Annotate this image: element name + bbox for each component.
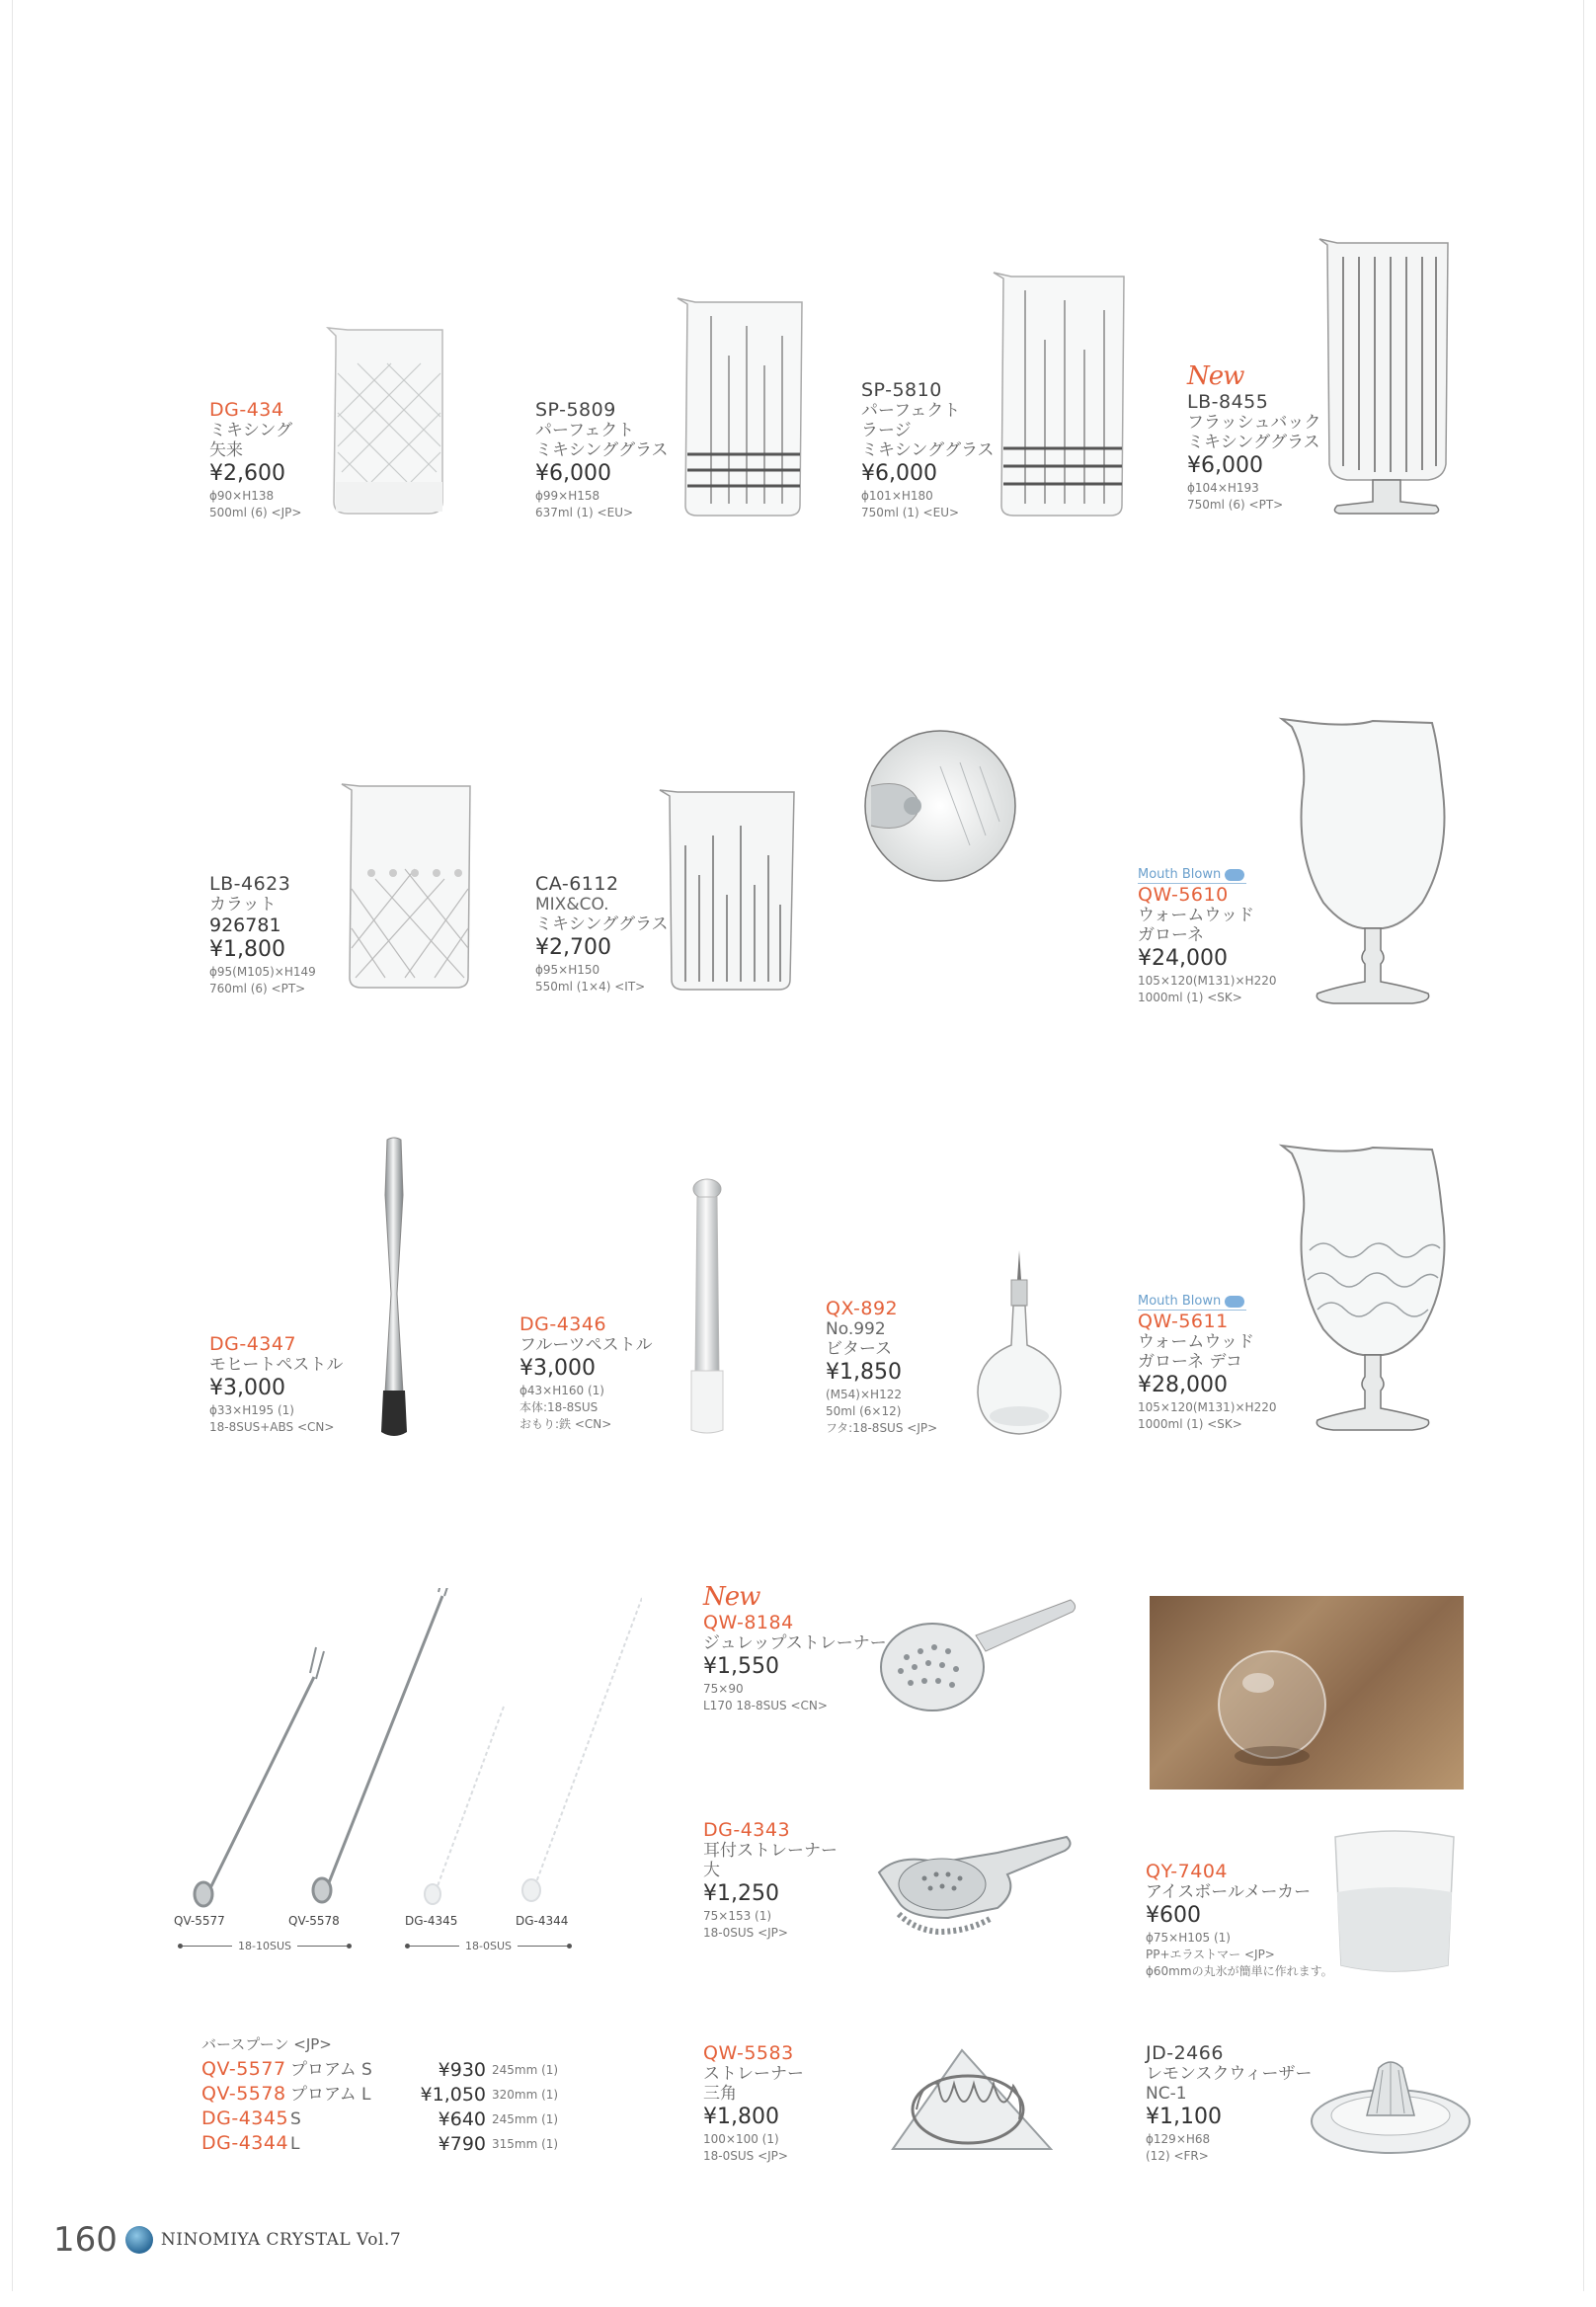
- row-name: プロアム: [290, 2085, 357, 2105]
- product-name: ジュレップストレーナー: [703, 1633, 887, 1653]
- product-spec: 本体:18-8SUS: [519, 1400, 598, 1414]
- julep-strainer-image: [877, 1592, 1080, 1720]
- row-code: QV-5577: [201, 2058, 286, 2080]
- product-code: QW-8184: [703, 1612, 794, 1633]
- product-spec: 18-0SUS <JP>: [703, 2149, 788, 2163]
- product-code: QW-5610: [1138, 884, 1229, 906]
- mixing-glass-diamond-image: [318, 324, 456, 517]
- product-price: ¥1,850: [826, 1360, 902, 1385]
- triangle-strainer-image: [883, 2040, 1057, 2165]
- product-spec: ϕ43×H160 (1): [519, 1384, 604, 1397]
- catalog-brand: NINOMIYA CRYSTAL Vol.7: [160, 2230, 402, 2250]
- badge-label: Mouth Blown: [1138, 867, 1222, 882]
- product-qw-5611: [1138, 1290, 1276, 1433]
- product-spec: ϕ90×H138: [209, 489, 275, 503]
- row-size: S: [290, 2109, 301, 2129]
- product-code: LB-8455: [1187, 391, 1269, 413]
- range-dot: [567, 1944, 572, 1949]
- product-price: ¥3,000: [209, 1376, 285, 1400]
- ice-ball-photo: [1150, 1596, 1464, 1790]
- product-qw-8184: [703, 1582, 887, 1714]
- product-code: CA-6112: [535, 873, 619, 895]
- cloud-icon: [1225, 869, 1244, 881]
- product-price: ¥1,800: [703, 2105, 779, 2129]
- page-footer: [53, 2220, 401, 2260]
- range-label: 18-10SUS: [238, 1940, 291, 1952]
- product-name: ウォームウッド: [1138, 1332, 1254, 1352]
- product-price: ¥3,000: [519, 1356, 596, 1381]
- lemon-squeezer-image: [1308, 2042, 1474, 2161]
- product-price: ¥1,250: [703, 1881, 779, 1906]
- bar-spoon-price-list: [201, 2034, 577, 2157]
- table-row: [201, 2132, 577, 2157]
- product-qy-7404: [1146, 1861, 1333, 1980]
- spoon-label: DG-4344: [516, 1914, 569, 1928]
- product-name: 耳付ストレーナー: [703, 1841, 838, 1861]
- new-badge: New: [703, 1582, 760, 1612]
- bitters-bottle-image: [974, 1250, 1065, 1438]
- product-code: QX-892: [826, 1298, 899, 1319]
- bar-spoons-image: [178, 1588, 642, 1914]
- mouth-blown-badge: [1138, 1294, 1246, 1311]
- table-row: [201, 2058, 577, 2083]
- product-code: DG-4346: [519, 1313, 607, 1335]
- row-size: S: [361, 2060, 372, 2080]
- product-code: QW-5611: [1138, 1311, 1229, 1332]
- product-spec: 50ml (6×12): [826, 1404, 902, 1418]
- product-dg-434: [209, 399, 301, 521]
- product-spec: 1000ml (1) <SK>: [1138, 991, 1242, 1004]
- product-price: ¥6,000: [535, 461, 611, 486]
- product-name: ミキシンググラス: [861, 440, 995, 460]
- product-spec: ϕ75×H105 (1): [1146, 1931, 1231, 1945]
- product-spec: L170 18-8SUS <CN>: [703, 1699, 828, 1712]
- product-name: MIX&CO.: [535, 895, 609, 915]
- product-qw-5610: [1138, 863, 1276, 1006]
- cloud-icon: [1225, 1296, 1244, 1308]
- product-name: ガローネ デコ: [1138, 1352, 1242, 1372]
- product-code: QW-5583: [703, 2042, 794, 2064]
- product-price: ¥2,700: [535, 935, 611, 960]
- product-spec: ϕ60mmの丸氷が簡単に作れます。: [1146, 1964, 1333, 1978]
- product-spec: ϕ104×H193: [1187, 481, 1259, 495]
- product-code: DG-4343: [703, 1819, 791, 1841]
- spoon-label: DG-4345: [405, 1914, 458, 1928]
- product-name: パーフェクト: [535, 421, 635, 440]
- range-line: [518, 1946, 567, 1947]
- badge-label: Mouth Blown: [1138, 1294, 1222, 1309]
- product-name: No.992: [826, 1319, 886, 1339]
- product-spec: おもり:鉄 <CN>: [519, 1417, 612, 1431]
- product-name: モヒートペストル: [209, 1355, 344, 1375]
- spoon-label: QV-5578: [288, 1914, 340, 1928]
- product-name: パーフェクト: [861, 401, 961, 421]
- ice-ball-graphic: [1150, 1596, 1464, 1790]
- row-name: プロアム: [290, 2060, 357, 2080]
- row-price: ¥790: [438, 2133, 486, 2155]
- product-spec: PP+エラストマー <JP>: [1146, 1948, 1275, 1961]
- mixing-glass-mixco-image: [656, 786, 804, 994]
- range-line: [183, 1946, 232, 1947]
- row-code: DG-4344: [201, 2132, 289, 2154]
- product-code: JD-2466: [1146, 2042, 1224, 2064]
- product-name: ビタース: [826, 1339, 893, 1359]
- product-spec: 750ml (1) <EU>: [861, 506, 960, 519]
- product-lb-8455: [1187, 361, 1320, 514]
- product-price: ¥28,000: [1138, 1373, 1228, 1397]
- hawthorne-strainer-image: [869, 1823, 1077, 1942]
- product-spec: ϕ33×H195 (1): [209, 1403, 294, 1417]
- product-name: 大: [703, 1861, 720, 1880]
- product-sp-5809: [535, 399, 669, 521]
- range-line: [297, 1946, 347, 1947]
- row-price: ¥930: [438, 2059, 486, 2081]
- row-spec: 245mm (1): [492, 2063, 559, 2077]
- mixing-glass-perfect-large-image: [990, 271, 1132, 519]
- product-name: ミキシング: [209, 421, 293, 440]
- product-spec: 105×120(M131)×H220: [1138, 1400, 1277, 1414]
- product-name: ウォームウッド: [1138, 906, 1254, 925]
- product-spec: 760ml (6) <PT>: [209, 982, 306, 995]
- product-price: ¥6,000: [861, 461, 937, 486]
- product-spec: 18-8SUS+ABS <CN>: [209, 1420, 335, 1434]
- product-name: ストレーナー: [703, 2064, 804, 2084]
- mixing-glass-carat-image: [336, 780, 474, 992]
- mouth-blown-badge: [1138, 867, 1246, 884]
- product-spec: 750ml (6) <PT>: [1187, 498, 1284, 512]
- product-spec: 75×153 (1): [703, 1909, 772, 1923]
- mixing-glass-perfect-image: [672, 296, 810, 519]
- product-qx-892: [826, 1298, 937, 1437]
- product-dg-4343: [703, 1819, 838, 1942]
- row-spec: 315mm (1): [492, 2137, 559, 2151]
- product-spec: 500ml (6) <JP>: [209, 506, 302, 519]
- product-sp-5810: [861, 379, 995, 521]
- product-name: ガローネ: [1138, 925, 1205, 945]
- hurricane-glass-image: [1274, 715, 1472, 1011]
- row-price: ¥640: [438, 2108, 486, 2130]
- product-spec: ϕ129×H68: [1146, 2132, 1211, 2146]
- product-price: ¥2,600: [209, 461, 285, 486]
- product-jd-2466: [1146, 2042, 1312, 2165]
- product-spec: 75×90: [703, 1682, 744, 1696]
- page-number: 160: [53, 2220, 118, 2260]
- product-code: DG-4347: [209, 1333, 297, 1355]
- muddler-mojito-image: [369, 1136, 419, 1442]
- product-price: ¥1,550: [703, 1654, 779, 1679]
- material-range-18-0: [405, 1940, 572, 1952]
- product-code: SP-5809: [535, 399, 616, 421]
- product-qw-5583: [703, 2042, 804, 2165]
- product-code: QY-7404: [1146, 1861, 1229, 1882]
- product-price: ¥1,100: [1146, 2105, 1222, 2129]
- hurricane-glass-deco-image: [1274, 1142, 1472, 1438]
- row-price: ¥1,050: [420, 2084, 486, 2106]
- row-size: L: [361, 2085, 371, 2105]
- product-spec: 100×100 (1): [703, 2132, 779, 2146]
- product-name: レモンスクウィーザー: [1146, 2064, 1313, 2084]
- row-spec: 245mm (1): [492, 2112, 559, 2126]
- product-price: ¥6,000: [1187, 453, 1263, 478]
- new-badge: New: [1187, 361, 1244, 391]
- product-dg-4347: [209, 1333, 343, 1436]
- table-row: [201, 2083, 577, 2108]
- product-spec: ϕ101×H180: [861, 489, 933, 503]
- product-price: ¥24,000: [1138, 946, 1228, 971]
- product-spec: ϕ95×H150: [535, 963, 600, 977]
- spoon-label: QV-5577: [174, 1914, 225, 1928]
- product-name: アイスボールメーカー: [1146, 1882, 1312, 1902]
- product-spec: 637ml (1) <EU>: [535, 506, 634, 519]
- product-spec: (12) <FR>: [1146, 2149, 1209, 2163]
- product-spec: 550ml (1×4) <IT>: [535, 980, 646, 994]
- row-code: DG-4345: [201, 2108, 289, 2129]
- range-dot: [347, 1944, 352, 1949]
- globe-icon: [125, 2226, 153, 2254]
- row-size: L: [290, 2134, 300, 2154]
- product-name: カラット: [209, 895, 277, 915]
- product-ca-6112: [535, 873, 669, 995]
- product-name: フルーツペストル: [519, 1335, 653, 1355]
- product-name: 矢来: [209, 440, 243, 460]
- ice-ball-maker-image: [1329, 1827, 1460, 1975]
- product-name: NC-1: [1146, 2084, 1187, 2104]
- product-lb-4623: [209, 873, 316, 997]
- muddler-fruit-image: [679, 1177, 735, 1436]
- bar-spoon-title: バースプーン <JP>: [201, 2035, 332, 2053]
- product-spec: 1000ml (1) <SK>: [1138, 1417, 1242, 1431]
- product-code: DG-434: [209, 399, 284, 421]
- product-spec: 18-0SUS <JP>: [703, 1926, 788, 1940]
- product-spec: (M54)×H122: [826, 1388, 902, 1401]
- product-name: ミキシンググラス: [535, 915, 669, 934]
- product-name: ミキシンググラス: [535, 440, 669, 460]
- table-row: [201, 2108, 577, 2132]
- range-line: [410, 1946, 459, 1947]
- product-price: ¥600: [1146, 1903, 1201, 1928]
- row-code: QV-5578: [201, 2083, 286, 2105]
- product-spec: 105×120(M131)×H220: [1138, 974, 1277, 988]
- product-spec: フタ:18-8SUS <JP>: [826, 1421, 938, 1435]
- product-name: 926781: [209, 915, 281, 936]
- product-price: ¥1,800: [209, 937, 285, 962]
- product-name: ミキシンググラス: [1187, 433, 1320, 452]
- product-code: SP-5810: [861, 379, 942, 401]
- range-label: 18-0SUS: [465, 1940, 512, 1952]
- product-dg-4346: [519, 1313, 653, 1433]
- spout-closeup-image: [861, 727, 1019, 885]
- product-name: 三角: [703, 2084, 737, 2104]
- mixing-glass-flashback-image: [1317, 237, 1456, 519]
- material-range-18-10: [178, 1940, 352, 1952]
- product-spec: ϕ99×H158: [535, 489, 600, 503]
- product-spec: ϕ95(M105)×H149: [209, 965, 316, 979]
- row-spec: 320mm (1): [492, 2088, 559, 2102]
- product-code: LB-4623: [209, 873, 291, 895]
- product-name: フラッシュバック: [1187, 413, 1321, 433]
- product-name: ラージ: [861, 421, 912, 440]
